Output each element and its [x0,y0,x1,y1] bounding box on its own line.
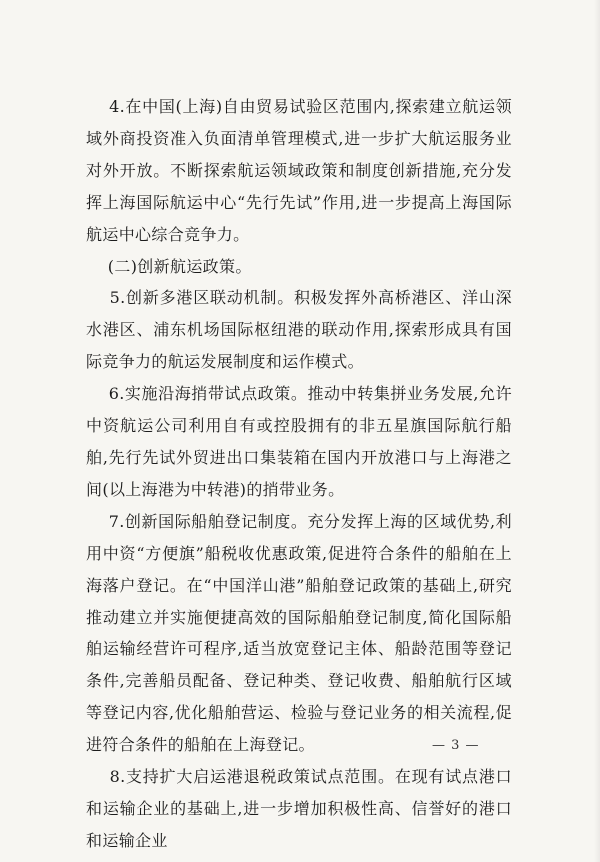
paragraph-item-7: 7.创新国际船舶登记制度。充分发挥上海的区域优势,利用中资“方便旗”船税收优惠政策,促进符合条件的船舶在上海落户登记。在“中国洋山港”船舶登记政策的基础上,研究推动建立并实施便捷高效的国际船舶登记制度,简化国际船舶运输经营许可程序,适当放宽登记主体、船龄范围等登记条件,完善船员配备、登记种类、登记收费、船舶航行区域等登记内容,优化船舶营运、检验与登记业务的相关流程,促进符合条件的船舶在上海登记。 [86,511,512,755]
paragraph-item-6: 6.实施沿海捎带试点政策。推动中转集拼业务发展,允许中资航运公司利用自有或控股拥有的非五星旗国际航行船舶,先行先试外贸进出口集装箱在国内开放港口与上海港之间(以上海港为中转港)的捎带业务。 [86,384,512,499]
scan-edge-shadow [594,0,600,862]
paragraph-item-4: 4.在中国(上海)自由贸易试验区范围内,探索建立航运领域外商投资准入负面清单管理模式,进一步扩大航运服务业对外开放。不断探索航运领域政策和制度创新措施,充分发挥上海国际航运中心“先行先试”作用,进一步提高上海国际航运中心综合竞争力。 [86,97,512,244]
page-number: — 3 — [432,738,480,753]
section-heading-innovate-shipping-policy: (二)创新航运政策。 [86,256,252,276]
paragraph-item-8: 8.支持扩大启运港退税政策试点范围。在现有试点港口和运输企业的基础上,进一步增加积极性高、信誉好的港口和运输企业 [86,767,512,850]
paragraph-item-5: 5.创新多港区联动机制。积极发挥外高桥港区、洋山深水港区、浦东机场国际枢纽港的联动作用,探索形成具有国际竞争力的航运发展制度和运作模式。 [86,288,512,372]
